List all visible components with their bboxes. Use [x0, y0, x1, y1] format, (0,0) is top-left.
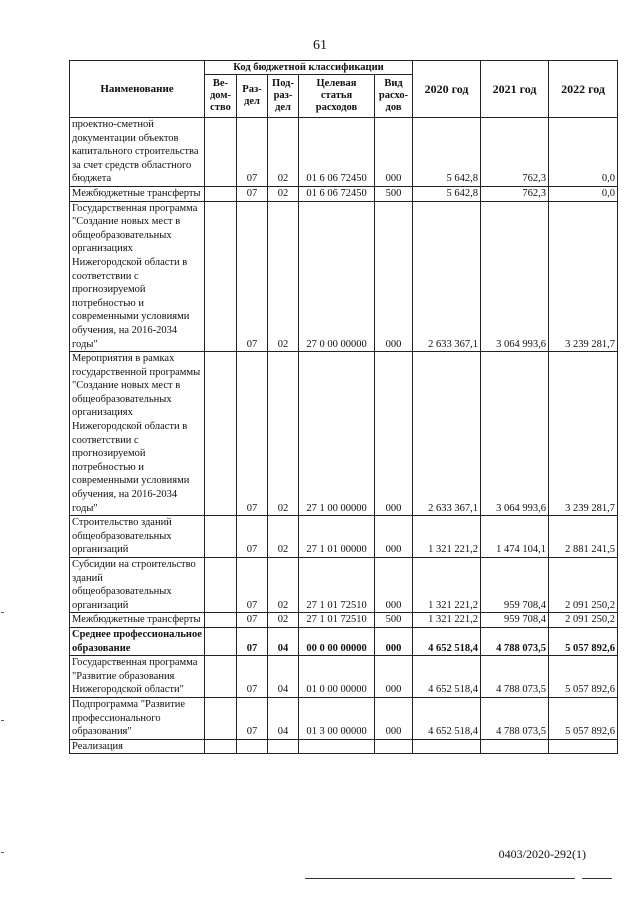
cell-vedomstvo [205, 558, 237, 613]
cell-vedomstvo [205, 516, 237, 558]
table-row [70, 627, 618, 655]
cell-2021: 4 788 073,5 [481, 697, 549, 739]
cell-2020: 1 321 221,2 [413, 613, 481, 628]
cell-2021: 4 788 073,5 [481, 627, 549, 655]
header-2020: 2020 год [413, 61, 481, 118]
cell-podrazdel: 04 [268, 697, 299, 739]
cell-razdel: 07 [237, 558, 268, 613]
margin-mark [1, 720, 4, 721]
cell-2021: 762,3 [481, 118, 549, 187]
page-number: 61 [313, 38, 327, 53]
cell-razdel: 07 [237, 118, 268, 187]
header-2022: 2022 год [549, 61, 618, 118]
cell-celevaya-statya: 00 0 00 00000 [299, 627, 375, 655]
header-celevaya-statya: Целевая статья расходов [299, 75, 375, 118]
header-vedomstvo: Ве- дом- ство [205, 75, 237, 118]
cell-2020 [413, 739, 481, 754]
table-row [70, 739, 618, 754]
cell-celevaya-statya [299, 739, 375, 754]
margin-mark [1, 612, 4, 613]
cell-2022: 2 091 250,2 [549, 558, 618, 613]
cell-2021: 959 708,4 [481, 558, 549, 613]
cell-celevaya-statya: 27 0 00 00000 [299, 201, 375, 352]
cell-podrazdel: 02 [268, 613, 299, 628]
cell-celevaya-statya: 27 1 01 00000 [299, 516, 375, 558]
cell-name: Мероприятия в рамках государственной программы "Создание новых мест в общеобразовательных организациях Нижегородской области в соответствии с прогнозируемой потребностью и современными условиями обучения, на 2016-2034 годы" [70, 352, 205, 516]
cell-name: Субсидии на строительство зданий общеобразовательных организаций [70, 558, 205, 613]
cell-2020: 2 633 367,1 [413, 201, 481, 352]
cell-razdel: 07 [237, 697, 268, 739]
cell-celevaya-statya: 01 6 06 72450 [299, 186, 375, 201]
cell-podrazdel: 02 [268, 558, 299, 613]
cell-vid-rashodov: 000 [375, 697, 413, 739]
cell-2020: 5 642,8 [413, 118, 481, 187]
document-code: 0403/2020-292(1) [498, 847, 586, 861]
cell-vid-rashodov: 000 [375, 558, 413, 613]
cell-vid-rashodov: 000 [375, 627, 413, 655]
budget-table [69, 60, 618, 754]
cell-podrazdel: 02 [268, 352, 299, 516]
table-row [70, 697, 618, 739]
cell-2022: 5 057 892,6 [549, 697, 618, 739]
cell-razdel: 07 [237, 627, 268, 655]
cell-name: Межбюджетные трансферты [70, 613, 205, 628]
table-row [70, 656, 618, 698]
cell-podrazdel: 02 [268, 186, 299, 201]
cell-podrazdel: 02 [268, 516, 299, 558]
cell-2021: 3 064 993,6 [481, 352, 549, 516]
cell-vid-rashodov: 000 [375, 118, 413, 187]
cell-name: Строительство зданий общеобразовательных организаций [70, 516, 205, 558]
header-vid-rashodov: Вид расхо- дов [375, 75, 413, 118]
cell-razdel: 07 [237, 613, 268, 628]
cell-vedomstvo [205, 186, 237, 201]
table-row [70, 118, 618, 187]
table-row [70, 516, 618, 558]
cell-celevaya-statya: 27 1 00 00000 [299, 352, 375, 516]
cell-2022: 2 091 250,2 [549, 613, 618, 628]
cell-vid-rashodov: 500 [375, 613, 413, 628]
cell-vid-rashodov: 000 [375, 201, 413, 352]
cell-2022 [549, 739, 618, 754]
cell-name: Государственная программа "Развитие образования Нижегородской области" [70, 656, 205, 698]
cell-2020: 4 652 518,4 [413, 697, 481, 739]
cell-2021: 3 064 993,6 [481, 201, 549, 352]
cell-vedomstvo [205, 739, 237, 754]
cell-name: Среднее профессиональное образование [70, 627, 205, 655]
cell-razdel: 07 [237, 201, 268, 352]
table-row [70, 613, 618, 628]
cell-vid-rashodov: 500 [375, 186, 413, 201]
cell-celevaya-statya: 01 0 00 00000 [299, 656, 375, 698]
cell-vedomstvo [205, 352, 237, 516]
cell-2020: 1 321 221,2 [413, 516, 481, 558]
cell-name: Реализация [70, 739, 205, 754]
cell-vedomstvo [205, 201, 237, 352]
cell-2022: 3 239 281,7 [549, 352, 618, 516]
header-code-group: Код бюджетной классификации [205, 61, 413, 75]
footer-rule [582, 878, 612, 879]
cell-2022: 5 057 892,6 [549, 627, 618, 655]
cell-razdel: 07 [237, 516, 268, 558]
cell-razdel: 07 [237, 656, 268, 698]
cell-razdel: 07 [237, 352, 268, 516]
cell-2021: 4 788 073,5 [481, 656, 549, 698]
cell-podrazdel: 04 [268, 656, 299, 698]
cell-podrazdel: 02 [268, 201, 299, 352]
cell-2022: 3 239 281,7 [549, 201, 618, 352]
cell-vedomstvo [205, 656, 237, 698]
cell-vedomstvo [205, 697, 237, 739]
footer-rule [305, 878, 575, 879]
cell-name: Межбюджетные трансферты [70, 186, 205, 201]
header-podrazdel: Под- раз- дел [268, 75, 299, 118]
cell-vid-rashodov [375, 739, 413, 754]
cell-podrazdel: 04 [268, 627, 299, 655]
cell-2021: 762,3 [481, 186, 549, 201]
cell-2021 [481, 739, 549, 754]
cell-vedomstvo [205, 627, 237, 655]
cell-2022: 0,0 [549, 118, 618, 187]
table-body [70, 118, 618, 754]
table-row [70, 558, 618, 613]
margin-mark [1, 852, 4, 853]
table-header [70, 61, 618, 118]
cell-name: Подпрограмма "Развитие профессионального образования" [70, 697, 205, 739]
header-razdel: Раз- дел [237, 75, 268, 118]
cell-2021: 959 708,4 [481, 613, 549, 628]
cell-celevaya-statya: 01 6 06 72450 [299, 118, 375, 187]
table-row [70, 186, 618, 201]
cell-2021: 1 474 104,1 [481, 516, 549, 558]
cell-2022: 5 057 892,6 [549, 656, 618, 698]
cell-podrazdel [268, 739, 299, 754]
cell-2022: 2 881 241,5 [549, 516, 618, 558]
table-row [70, 201, 618, 352]
header-2021: 2021 год [481, 61, 549, 118]
cell-vid-rashodov: 000 [375, 516, 413, 558]
cell-name: проектно-сметной документации объектов капитального строительства за счет средств областного бюджета [70, 118, 205, 187]
cell-vid-rashodov: 000 [375, 656, 413, 698]
cell-2022: 0,0 [549, 186, 618, 201]
cell-2020: 2 633 367,1 [413, 352, 481, 516]
cell-2020: 5 642,8 [413, 186, 481, 201]
cell-vid-rashodov: 000 [375, 352, 413, 516]
cell-vedomstvo [205, 118, 237, 187]
cell-2020: 4 652 518,4 [413, 656, 481, 698]
cell-celevaya-statya: 27 1 01 72510 [299, 558, 375, 613]
cell-2020: 4 652 518,4 [413, 627, 481, 655]
cell-name: Государственная программа "Создание новых мест в общеобразовательных организациях Нижегородской области в соответствии с прогнозируемой потребностью и современными условиями обучения, на 2016-2034 годы" [70, 201, 205, 352]
cell-2020: 1 321 221,2 [413, 558, 481, 613]
cell-celevaya-statya: 27 1 01 72510 [299, 613, 375, 628]
cell-podrazdel: 02 [268, 118, 299, 187]
cell-vedomstvo [205, 613, 237, 628]
cell-razdel: 07 [237, 186, 268, 201]
cell-celevaya-statya: 01 3 00 00000 [299, 697, 375, 739]
table-row [70, 352, 618, 516]
cell-razdel [237, 739, 268, 754]
header-name: Наименование [70, 61, 205, 118]
